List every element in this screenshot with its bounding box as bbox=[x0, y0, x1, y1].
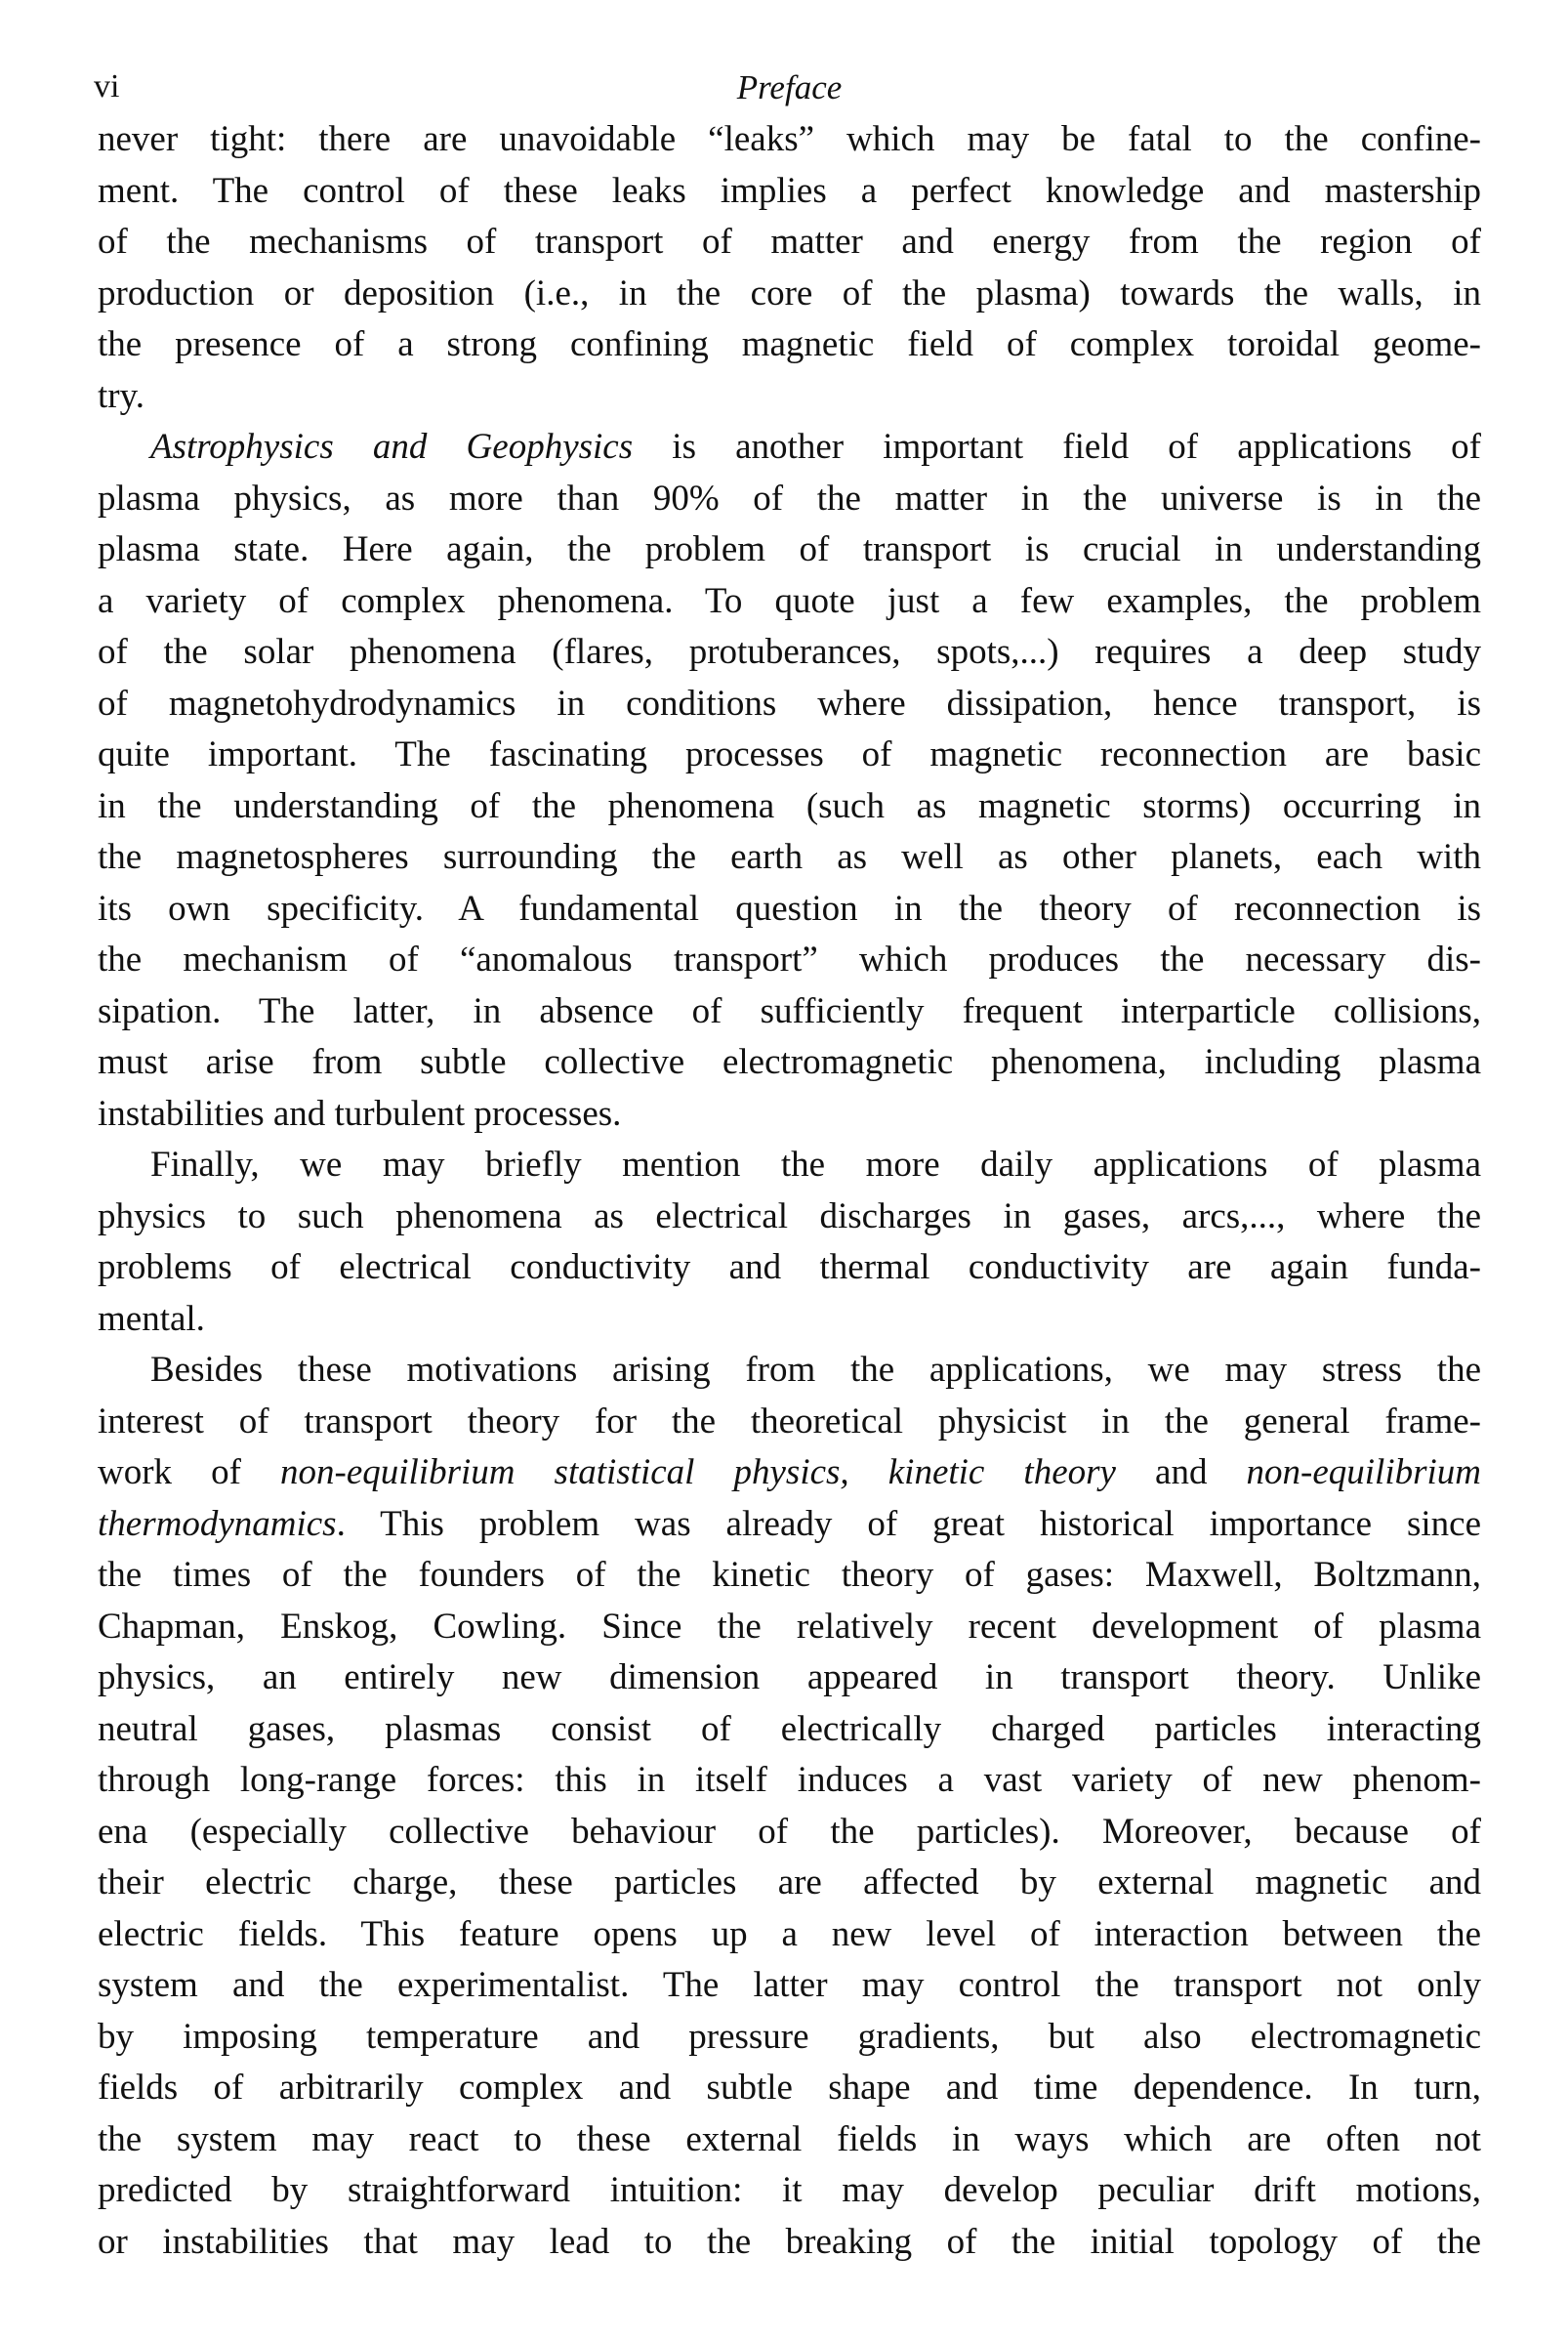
text-run: neutral gases, plasmas consist of electrically charged particles interacting bbox=[98, 1708, 1481, 1749]
text-run: of the mechanisms of transport of matter and energy from the region of bbox=[98, 222, 1481, 262]
text-run: mental. bbox=[98, 1298, 205, 1339]
text-line bbox=[98, 679, 1481, 731]
text-run: a variety of complex phenomena. To quote just a few examples, the problem bbox=[98, 580, 1481, 621]
text-run: Besides these motivations arising from the applications, we may stress the bbox=[150, 1350, 1481, 1390]
text-line bbox=[98, 114, 1481, 166]
text-run: the mechanism of “anomalous transport” which produces the necessary dis- bbox=[98, 940, 1481, 980]
text-run: production or deposition (i.e., in the core of the plasma) towards the walls, in bbox=[98, 272, 1481, 314]
text-line bbox=[98, 1909, 1481, 1961]
text-line bbox=[98, 1191, 1481, 1243]
text-run: never tight: there are unavoidable “leaks” which may be fatal to the confine- bbox=[98, 119, 1481, 159]
text-run: ment. The control of these leaks implies a perfect knowledge and mastership bbox=[98, 170, 1481, 211]
italic-text-run: non-equilibrium bbox=[1246, 1452, 1481, 1492]
text-line bbox=[98, 1140, 1481, 1191]
text-line bbox=[98, 524, 1481, 576]
text-line bbox=[98, 986, 1481, 1038]
italic-text-run: Astrophysics and Geophysics bbox=[150, 427, 634, 467]
text-run: instabilities and turbulent processes. bbox=[98, 1093, 622, 1134]
text-line bbox=[98, 2063, 1481, 2114]
text-line bbox=[98, 2012, 1481, 2064]
text-line bbox=[98, 832, 1481, 884]
text-run: Chapman, Enskog, Cowling. Since the relatively recent development of plasma bbox=[98, 1606, 1481, 1647]
text-line bbox=[98, 2165, 1481, 2217]
text-line bbox=[98, 1294, 1481, 1346]
text-run: try. bbox=[98, 375, 144, 416]
text-run: or instabilities that may lead to the breaking of the initial topology of the bbox=[98, 2221, 1481, 2262]
text-line bbox=[98, 1858, 1481, 1909]
text-run: plasma state. Here again, the problem of transport is crucial in understanding bbox=[98, 529, 1481, 569]
text-run: and bbox=[1115, 1452, 1247, 1492]
text-line bbox=[98, 2217, 1481, 2269]
text-run: by imposing temperature and pressure gradients, but also electromagnetic bbox=[98, 2016, 1481, 2057]
text-line bbox=[98, 371, 1481, 423]
text-line bbox=[98, 1499, 1481, 1551]
text-run: electric fields. This feature opens up a new level of interaction between the bbox=[98, 1913, 1481, 1954]
text-run: problems of electrical conductivity and thermal conductivity are again funda- bbox=[98, 1247, 1481, 1287]
text-run: predicted by straightforward intuition: it may develop peculiar drift motions, bbox=[98, 2170, 1481, 2210]
text-run: the system may react to these external fields in ways which are often not bbox=[98, 2118, 1481, 2159]
italic-text-run: thermodynamics bbox=[98, 1503, 337, 1544]
text-line bbox=[98, 1447, 1481, 1499]
text-line bbox=[98, 1345, 1481, 1397]
text-run: in the understanding of the phenomena (such as magnetic storms) occurring in bbox=[98, 785, 1481, 826]
text-line bbox=[98, 1242, 1481, 1294]
body-text bbox=[98, 114, 1481, 2268]
text-line bbox=[98, 935, 1481, 986]
text-run: ena (especially collective behaviour of the particles). Moreover, because of bbox=[98, 1811, 1481, 1852]
text-line bbox=[98, 1037, 1481, 1089]
text-line bbox=[98, 576, 1481, 628]
text-run: . This problem was already of great historical importance since bbox=[336, 1503, 1481, 1544]
text-run: fields of arbitrarily complex and subtle shape and time dependence. In turn, bbox=[98, 2068, 1481, 2108]
text-line bbox=[98, 166, 1481, 218]
italic-text-run: non-equilibrium statistical physics, kinetic theory bbox=[280, 1452, 1116, 1492]
text-run: interest of transport theory for the theoretical physicist in the general frame- bbox=[98, 1400, 1481, 1442]
text-line bbox=[98, 1704, 1481, 1756]
text-line bbox=[98, 1755, 1481, 1807]
text-line bbox=[98, 1960, 1481, 2012]
text-run: must arise from subtle collective electromagnetic phenomena, including plasma bbox=[98, 1042, 1481, 1082]
text-line bbox=[98, 217, 1481, 269]
text-run: of magnetohydrodynamics in conditions where dissipation, hence transport, is bbox=[98, 683, 1481, 724]
text-run: the presence of a strong confining magnetic field of complex toroidal geome- bbox=[98, 324, 1481, 364]
text-run: the magnetospheres surrounding the earth as well as other planets, each with bbox=[98, 837, 1481, 877]
text-run: Finally, we may briefly mention the more daily applications of plasma bbox=[150, 1145, 1481, 1185]
text-line bbox=[98, 2114, 1481, 2166]
text-line bbox=[98, 1652, 1481, 1704]
text-line bbox=[98, 1602, 1481, 1653]
text-run: of the solar phenomena (flares, protuberances, spots,...) requires a deep study bbox=[98, 632, 1481, 672]
text-line bbox=[98, 1807, 1481, 1859]
text-line bbox=[98, 1397, 1481, 1448]
text-run: plasma physics, as more than 90% of the matter in the universe is in the bbox=[98, 478, 1481, 519]
text-line bbox=[98, 730, 1481, 781]
running-head: Preface bbox=[736, 68, 843, 106]
text-run: their electric charge, these particles are affected by external magnetic and bbox=[98, 1862, 1481, 1902]
text-line bbox=[98, 269, 1481, 320]
text-line bbox=[98, 781, 1481, 833]
text-line bbox=[98, 627, 1481, 679]
text-run: system and the experimentalist. The latter may control the transport not only bbox=[98, 1965, 1481, 2005]
text-line bbox=[98, 1089, 1481, 1141]
text-run: the times of the founders of the kinetic theory of gases: Maxwell, Boltzmann, bbox=[98, 1555, 1481, 1595]
text-line bbox=[98, 474, 1481, 525]
text-run: quite important. The fascinating processes of magnetic reconnection are basic bbox=[98, 734, 1481, 774]
text-run: work of bbox=[98, 1452, 280, 1492]
text-line bbox=[98, 319, 1481, 371]
text-run: sipation. The latter, in absence of sufficiently frequent interparticle collisions, bbox=[98, 990, 1481, 1031]
text-line bbox=[98, 422, 1481, 474]
text-run: its own specificity. A fundamental question in the theory of reconnection is bbox=[98, 888, 1481, 929]
text-run: physics, an entirely new dimension appeared in transport theory. Unlike bbox=[98, 1657, 1481, 1697]
text-run: is another important field of applications of bbox=[633, 427, 1481, 467]
text-run: physics to such phenomena as electrical discharges in gases, arcs,..., where the bbox=[98, 1195, 1481, 1236]
text-line bbox=[98, 884, 1481, 936]
text-line bbox=[98, 1550, 1481, 1602]
text-run: through long-range forces: this in itself induces a vast variety of new phenom- bbox=[98, 1760, 1481, 1800]
page-number: vi bbox=[94, 68, 120, 105]
